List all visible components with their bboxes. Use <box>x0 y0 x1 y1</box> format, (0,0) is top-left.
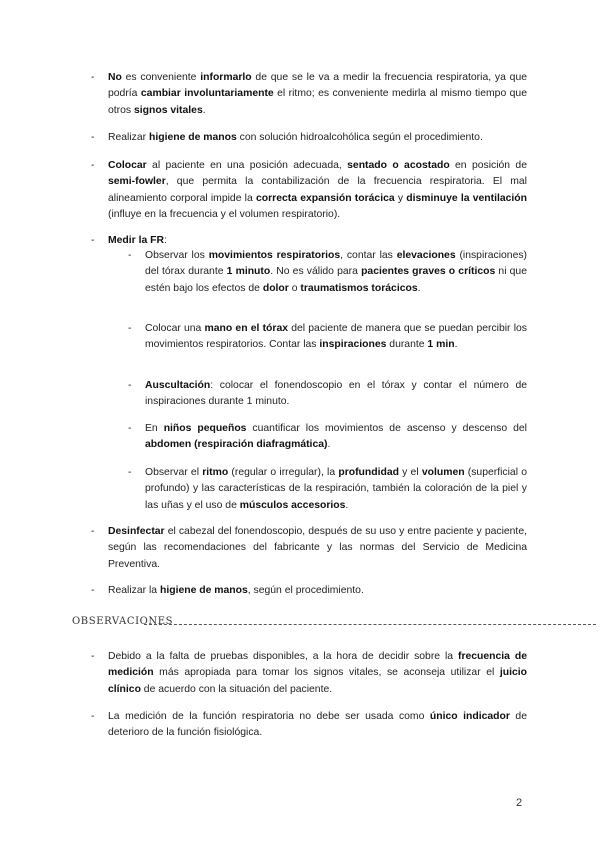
bold-text-segment: abdomen (respiración diafragmática) <box>145 439 328 451</box>
step-text <box>108 524 527 573</box>
step-text <box>108 158 527 224</box>
observaciones-title: OBSERVACIONES <box>72 616 174 627</box>
heading-dashed-rule <box>144 624 596 625</box>
bullet-dash: - <box>91 526 95 537</box>
bold-text-segment: juicio clínico <box>108 667 527 695</box>
substep-text <box>145 421 527 454</box>
bold-text-segment: semi-fowler <box>108 176 166 188</box>
text-segment: Observar los <box>145 250 209 261</box>
text-segment: el cabezal del fonendoscopio, después de su uso y entre paciente y paciente, según las recomendaciones del fabricante y las normas del Servicio de Medicina Preventiva. <box>108 526 527 570</box>
text-segment: al paciente en una posición adecuada, <box>146 160 348 171</box>
text-segment: Realizar <box>108 132 149 143</box>
step-medir-fr <box>91 233 527 249</box>
bold-text-segment: 1 min <box>427 339 455 351</box>
bold-text-segment: signos vitales <box>134 104 203 116</box>
step-higiene-manos-2 <box>91 583 527 599</box>
text-segment: : colocar el fonendoscopio en el tórax y contar el número de inspiraciones durante 1 minuto. <box>145 380 527 408</box>
bold-text-segment: único indicador <box>429 711 510 722</box>
bold-text-segment: dolor <box>262 282 289 294</box>
text-segment: . <box>327 439 331 451</box>
bold-text-segment: frecuencia de medición <box>108 651 527 679</box>
bullet-dash: - <box>91 711 95 722</box>
bold-text-segment: músculos accesorios <box>239 499 346 511</box>
text-segment: durante <box>386 339 428 351</box>
step-text <box>108 583 527 599</box>
bold-text-segment: Auscultación <box>145 380 211 391</box>
bullet-dash: - <box>91 651 95 662</box>
substep-mano-torax <box>128 321 527 354</box>
text-segment: de deterioro de la función fisiológica. <box>108 711 527 739</box>
text-segment: En <box>145 423 164 434</box>
text-segment: de que se le va a medir la frecuencia respiratoria, ya que podría <box>108 72 527 100</box>
substep-ritmo <box>128 465 527 514</box>
step-text <box>108 233 527 249</box>
bullet-dash: - <box>91 585 95 596</box>
text-segment: (regular o irregular), la <box>228 467 339 478</box>
text-segment: (influye en la frecuencia y el volumen respiratorio). <box>108 209 341 221</box>
step-text <box>108 130 527 146</box>
observacion-text <box>108 649 527 698</box>
observacion-2 <box>91 709 527 742</box>
substep-text <box>145 378 527 411</box>
step-desinfectar <box>91 524 527 573</box>
text-segment: . <box>417 282 421 294</box>
bullet-dash: - <box>128 467 132 478</box>
bold-text-segment: niños pequeños <box>163 423 247 434</box>
substep-text <box>145 465 527 514</box>
bold-text-segment: elevaciones <box>396 250 456 261</box>
text-segment: : <box>164 235 167 246</box>
substep-ninos-pequenos <box>128 421 527 454</box>
bold-text-segment: ritmo <box>202 467 229 478</box>
bold-text-segment: sentado o acostado <box>347 160 450 171</box>
bold-text-segment: inspiraciones <box>319 339 387 351</box>
bullet-dash: - <box>91 235 95 246</box>
bold-text-segment: correcta expansión torácica <box>255 192 395 204</box>
text-segment: y el <box>398 467 422 478</box>
text-segment: Debido a la falta de pruebas disponibles, a la hora de decidir sobre la <box>108 651 458 662</box>
text-segment: cuantificar los movimientos de ascenso y descenso del <box>246 423 527 434</box>
substep-auscultacion <box>128 378 527 411</box>
text-segment: del paciente de manera que se puedan percibir los movimientos respiratorios. Contar las <box>145 323 527 351</box>
bullet-dash: - <box>91 72 95 83</box>
observacion-text <box>108 709 527 742</box>
text-segment: . <box>202 104 206 116</box>
bullet-dash: - <box>128 423 132 434</box>
text-segment: . No es válido para <box>270 266 362 278</box>
step-no-informar <box>91 70 527 119</box>
observacion-1 <box>91 649 527 698</box>
bold-text-segment: volumen <box>421 467 465 478</box>
text-segment: es conveniente <box>121 72 201 83</box>
text-segment: más apropiada para tomar los signos vitales, se aconseja utilizar el <box>153 667 500 679</box>
step-text <box>108 70 527 119</box>
bold-text-segment: profundidad <box>338 467 399 478</box>
bold-text-segment: mano en el tórax <box>204 323 289 334</box>
substep-text <box>145 248 527 297</box>
bullet-dash: - <box>128 323 132 334</box>
text-segment: con solución hidroalcohólica según el procedimiento. <box>236 132 483 143</box>
bullet-dash: - <box>91 132 95 143</box>
bold-text-segment: No <box>108 72 122 83</box>
text-segment: Observar el <box>145 467 203 478</box>
bold-text-segment: Colocar <box>108 160 147 171</box>
text-segment: el ritmo; es conveniente medirla al mismo tiempo que otros <box>108 88 527 116</box>
bullet-dash: - <box>128 380 132 391</box>
bold-text-segment: Medir la FR <box>108 235 165 246</box>
bold-text-segment: Desinfectar <box>108 526 165 537</box>
bold-text-segment: cambiar involuntariamente <box>140 88 274 100</box>
text-segment: o <box>288 282 301 294</box>
bold-text-segment: pacientes graves o críticos <box>361 266 496 278</box>
text-segment: (superficial o profundo) y las características de la respiración, también la coloración de la piel y las uñas y el uso de <box>145 467 527 511</box>
text-segment: . <box>454 339 458 351</box>
bold-text-segment: informarlo <box>200 72 252 83</box>
bold-text-segment: disminuye la ventilación <box>406 192 528 204</box>
bold-text-segment: movimientos respiratorios <box>208 250 341 261</box>
text-segment: , que permita la contabilización de la frecuencia respiratoria. El mal alineamiento corporal impide la <box>108 176 527 204</box>
step-higiene-manos-1 <box>91 130 527 146</box>
text-segment: ni que estén bajo los efectos de <box>145 266 527 294</box>
text-segment: (inspiraciones) del tórax durante <box>145 250 528 278</box>
bullet-dash: - <box>91 160 95 171</box>
text-segment: en posición de <box>449 160 527 171</box>
bold-text-segment: traumatismos torácicos <box>300 282 418 294</box>
observaciones-heading <box>72 616 528 632</box>
text-segment: , según el procedimiento. <box>247 585 364 596</box>
text-segment: de acuerdo con la situación del paciente. <box>140 683 333 695</box>
text-segment: Realizar la <box>108 585 160 596</box>
text-segment: Colocar una <box>145 323 205 334</box>
page-number: 2 <box>516 797 523 809</box>
bold-text-segment: higiene de manos <box>149 132 237 143</box>
bullet-dash: - <box>128 250 132 261</box>
bold-text-segment: higiene de manos <box>159 585 248 596</box>
text-segment: y <box>394 192 407 204</box>
text-segment: . <box>345 499 349 511</box>
text-segment: La medición de la función respiratoria no debe ser usada como <box>108 711 430 722</box>
step-colocar <box>91 158 527 224</box>
text-segment: , contar las <box>340 250 397 261</box>
substep-observar-movimientos <box>128 248 527 297</box>
bold-text-segment: 1 minuto <box>226 266 271 278</box>
substep-text <box>145 321 527 354</box>
